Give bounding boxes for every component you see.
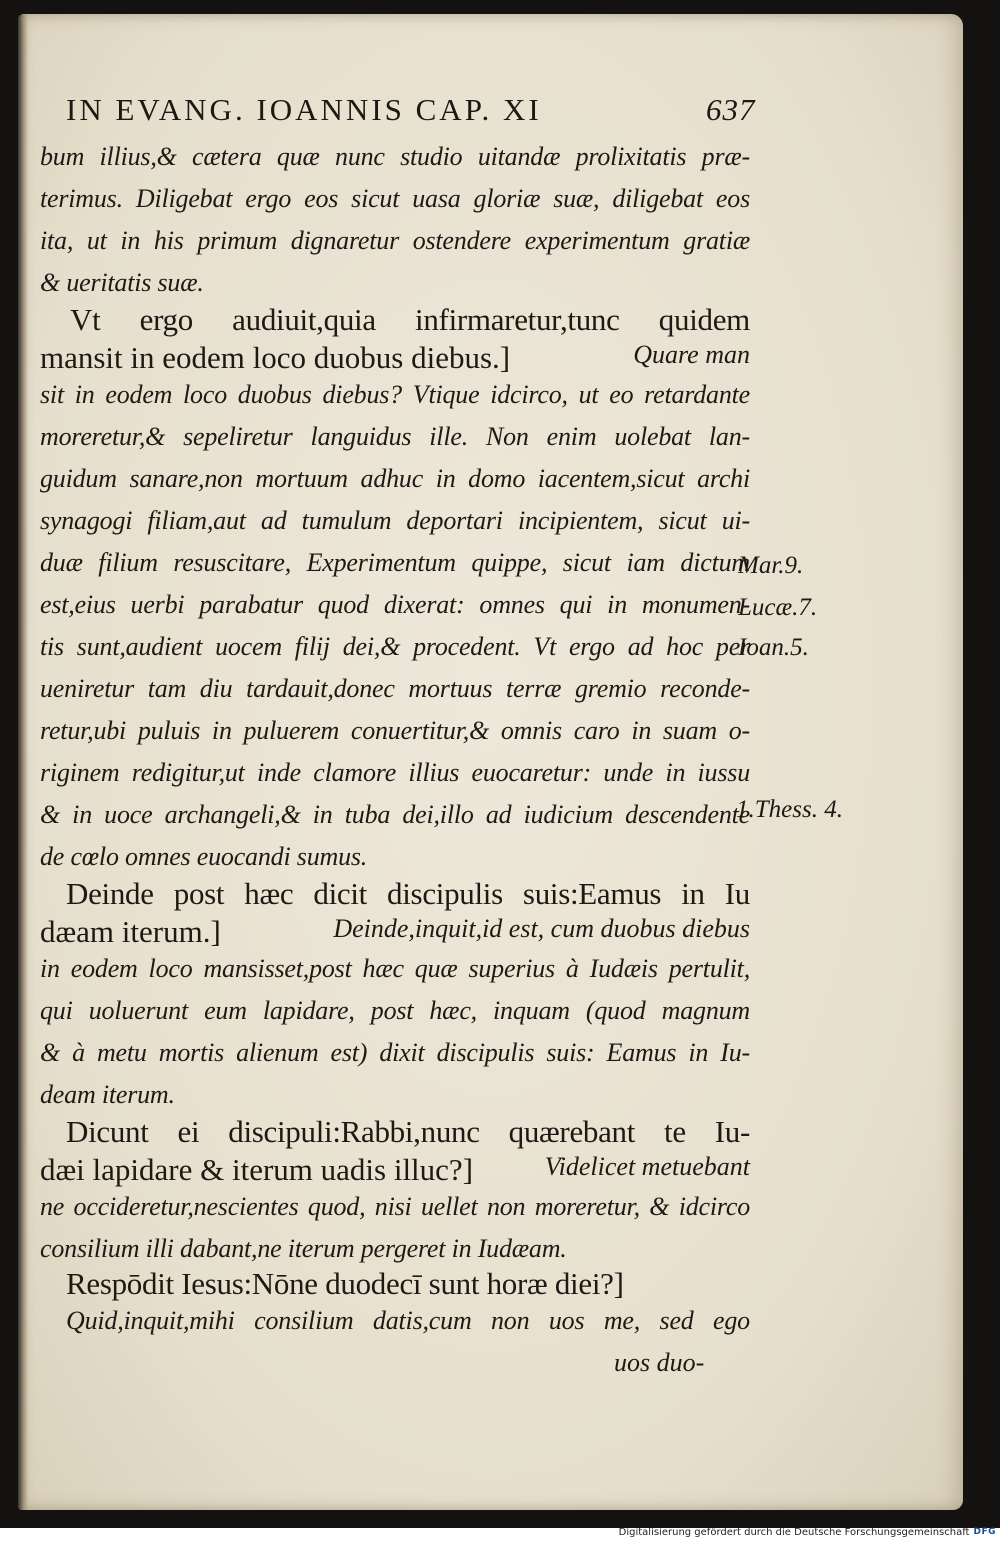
text-line: ueniretur tam diu tardauit,donec mortuus terræ gremio reconde- [40, 674, 750, 703]
text-line: riginem redigitur,ut inde clamore illius euocaretur: unde in iussu [40, 758, 750, 787]
text-line: guidum sanare,non mortuum adhuc in domo iacentem,sicut archi [40, 464, 750, 493]
text-line: & ueritatis suæ. [40, 268, 204, 297]
text-line: Quid,inquit,mihi consilium datis,cum non uos me, sed ego [66, 1306, 750, 1335]
text-line: consilium illi dabant,ne iterum pergeret in Iudæam. [40, 1234, 567, 1263]
text-line: synagogi filiam,aut ad tumulum deportari incipientem, sicut ui- [40, 506, 750, 535]
commentary-text: Quare man [633, 340, 750, 369]
lemma-line: Deinde post hæc dicit discipulis suis:Eamus in Iu [66, 876, 750, 911]
text-line: est,eius uerbi parabatur quod dixerat: omnes qui in monumen- [40, 590, 750, 619]
dfg-logo: DFG [973, 1527, 996, 1537]
text-line: moreretur,& sepeliretur languidus ille. Non enim uolebat lan- [40, 422, 750, 451]
text-line: de cœlo omnes euocandi sumus. [40, 842, 368, 871]
lemma-line: Respōdit Iesus:Nōne duodecī sunt horæ diei?] [66, 1266, 624, 1301]
lemma-text: dæi lapidare & iterum uadis illuc?] [40, 1152, 474, 1187]
lemma-text: dæam iterum.] [40, 914, 221, 949]
catchword: uos duo- [614, 1348, 705, 1377]
margin-reference: Lucæ.7. [738, 594, 818, 621]
margin-reference: Ioan.5. [738, 634, 809, 661]
text-line: & in uoce archangeli,& in tuba dei,illo ad iudicium descendente [40, 800, 750, 829]
lemma-line [40, 340, 750, 376]
margin-reference: 1.Thess. 4. [736, 796, 843, 823]
text-line: qui uoluerunt eum lapidare, post hæc, inquam (quod magnum [40, 996, 750, 1025]
margin-reference: Mar.9. [738, 552, 804, 579]
lemma-line: Vt ergo audiuit,quia infirmaretur,tunc quidem [70, 302, 750, 337]
lemma-line: Dicunt ei discipuli:Rabbi,nunc quærebant te Iu- [66, 1114, 750, 1149]
digitization-credit [619, 1525, 996, 1539]
page-number: 637 [706, 92, 756, 127]
text-line: & à metu mortis alienum est) dixit discipulis suis: Eamus in Iu- [40, 1038, 750, 1067]
credit-text: Digitalisierung gefördert durch die Deutsche Forschungsgemeinschaft [618, 1526, 970, 1538]
lemma-text: mansit in eodem loco duobus diebus.] [40, 340, 511, 375]
text-line: terimus. Diligebat ergo eos sicut uasa gloriæ suæ, diligebat eos [40, 184, 750, 213]
text-line: deam iterum. [40, 1080, 175, 1109]
text-line: sit in eodem loco duobus diebus? Vtique idcirco, ut eo retardante [40, 380, 750, 409]
book-page [18, 14, 963, 1510]
text-line: tis sunt,audient uocem filij dei,& procedent. Vt ergo ad hoc per [40, 632, 750, 661]
text-line: retur,ubi puluis in puluerem conuertitur,& omnis caro in suam o- [40, 716, 750, 745]
text-line: bum illius,& cætera quæ nunc studio uitandæ prolixitatis præ- [40, 142, 750, 171]
text-line: duæ filium resuscitare, Experimentum quippe, sicut iam dictum [40, 548, 750, 577]
running-head-title: IN EVANG. IOANNIS CAP. XI [66, 92, 542, 127]
text-line: ita, ut in his primum dignaretur ostendere experimentum gratiæ [40, 226, 750, 255]
commentary-text: Videlicet metuebant [544, 1152, 750, 1181]
text-line: in eodem loco mansisset,post hæc quæ superius à Iudæis pertulit, [40, 954, 750, 983]
text-line: ne occideretur,nescientes quod, nisi uellet non moreretur, & idcirco [40, 1192, 750, 1221]
running-head [66, 92, 766, 142]
page-gutter [18, 14, 28, 1510]
commentary-text: Deinde,inquit,id est, cum duobus diebus [333, 914, 750, 943]
lemma-line [40, 1152, 750, 1188]
lemma-line [40, 914, 750, 950]
